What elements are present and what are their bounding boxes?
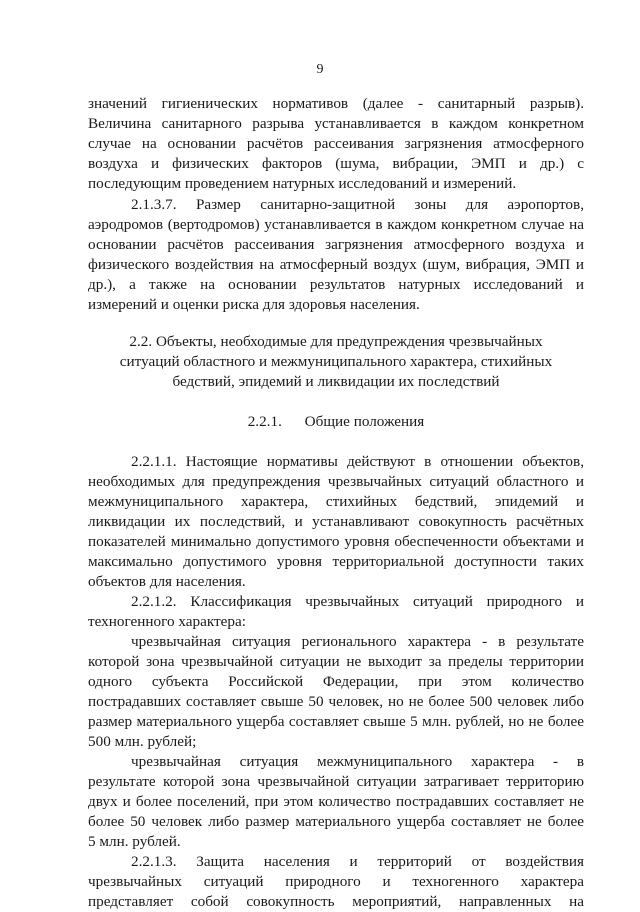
text-line: 5 млн. рублей.	[88, 833, 181, 850]
text-line: межмуниципального характера, стихийных бедствий, эпидемий и	[88, 493, 584, 510]
text-line: показателей минимально допустимого уровня обеспеченности объектами и	[88, 533, 584, 550]
section-heading: ситуаций областного и межмуниципального характера, стихийных	[119, 353, 553, 370]
text-line: др.), а также на основании результатов натурных исследований и	[88, 276, 584, 293]
text-line: пострадавших составляет свыше 50 человек, но не более 500 человек либо	[88, 693, 584, 710]
text-line: одного субъекта Российской Федерации, при этом количество	[88, 673, 584, 690]
text-line: измерений и оценки риска для здоровья населения.	[88, 296, 420, 313]
text-line: 2.1.3.7. Размер санитарно-защитной зоны для аэропортов,	[131, 196, 584, 213]
text-line: двух и более поселений, при этом количество пострадавших составляет не	[88, 793, 584, 810]
text-line: 500 млн. рублей;	[88, 733, 197, 750]
text-line: ликвидации их последствий, и устанавливают совокупность расчётных	[88, 513, 584, 530]
text-line: 2.2.1.2. Классификация чрезвычайных ситуаций природного и	[131, 593, 584, 610]
text-line: максимально допустимого уровня территориальной доступности таких	[88, 553, 584, 570]
text-line: техногенного характера:	[88, 613, 246, 630]
text-line: размер материального ущерба составляет свыше 5 млн. рублей, но не более	[88, 713, 584, 730]
text-line: воздуха и физических факторов (шума, вибрации, ЭМП и др.) с	[88, 155, 584, 172]
text-line: значений гигиенических нормативов (далее - санитарный разрыв).	[88, 95, 584, 112]
text-line: которой зона чрезвычайной ситуации не выходит за пределы территории	[88, 653, 584, 670]
text-line: 2.2.1.3. Защита населения и территорий от воздействия	[131, 853, 584, 870]
text-line: чрезвычайная ситуация регионального характера - в результате	[131, 633, 584, 650]
section-heading: бедствий, эпидемий и ликвидации их последствий	[172, 373, 500, 390]
text-line: аэродромов (вертодромов) устанавливается в каждом конкретном случае на	[88, 216, 584, 233]
text-line: 2.2.1.1. Настоящие нормативы действуют в отношении объектов,	[131, 453, 584, 470]
text-line: более 50 человек либо размер материального ущерба составляет не более	[88, 813, 584, 830]
text-line: представляет собой совокупность мероприятий, направленных на	[88, 893, 584, 910]
text-line: случае на основании расчётов рассеивания загрязнения атмосферного	[88, 135, 584, 152]
text-line: последующим проведением натурных исследований и измерений.	[88, 175, 517, 192]
subsection-heading: 2.2.1. Общие положения	[247, 413, 425, 430]
text-line: чрезвычайная ситуация межмуниципального характера - в	[131, 753, 584, 770]
text-line: объектов для населения.	[88, 573, 246, 590]
text-line: основании расчётов рассеивания загрязнения атмосферного воздуха и	[88, 236, 584, 253]
text-line: чрезвычайных ситуаций природного и техногенного характера	[88, 873, 584, 890]
text-line: физического воздействия на атмосферный воздух (шум, вибрация, ЭМП и	[88, 256, 584, 273]
page-number: 9	[316, 62, 324, 77]
text-line: Величина санитарного разрыва устанавливается в каждом конкретном	[88, 115, 584, 132]
section-heading: 2.2. Объекты, необходимые для предупреждения чрезвычайных	[129, 333, 543, 350]
text-line: необходимых для предупреждения чрезвычайных ситуаций областного и	[88, 473, 584, 490]
text-line: результате которой зона чрезвычайной ситуации затрагивает территорию	[88, 773, 584, 790]
